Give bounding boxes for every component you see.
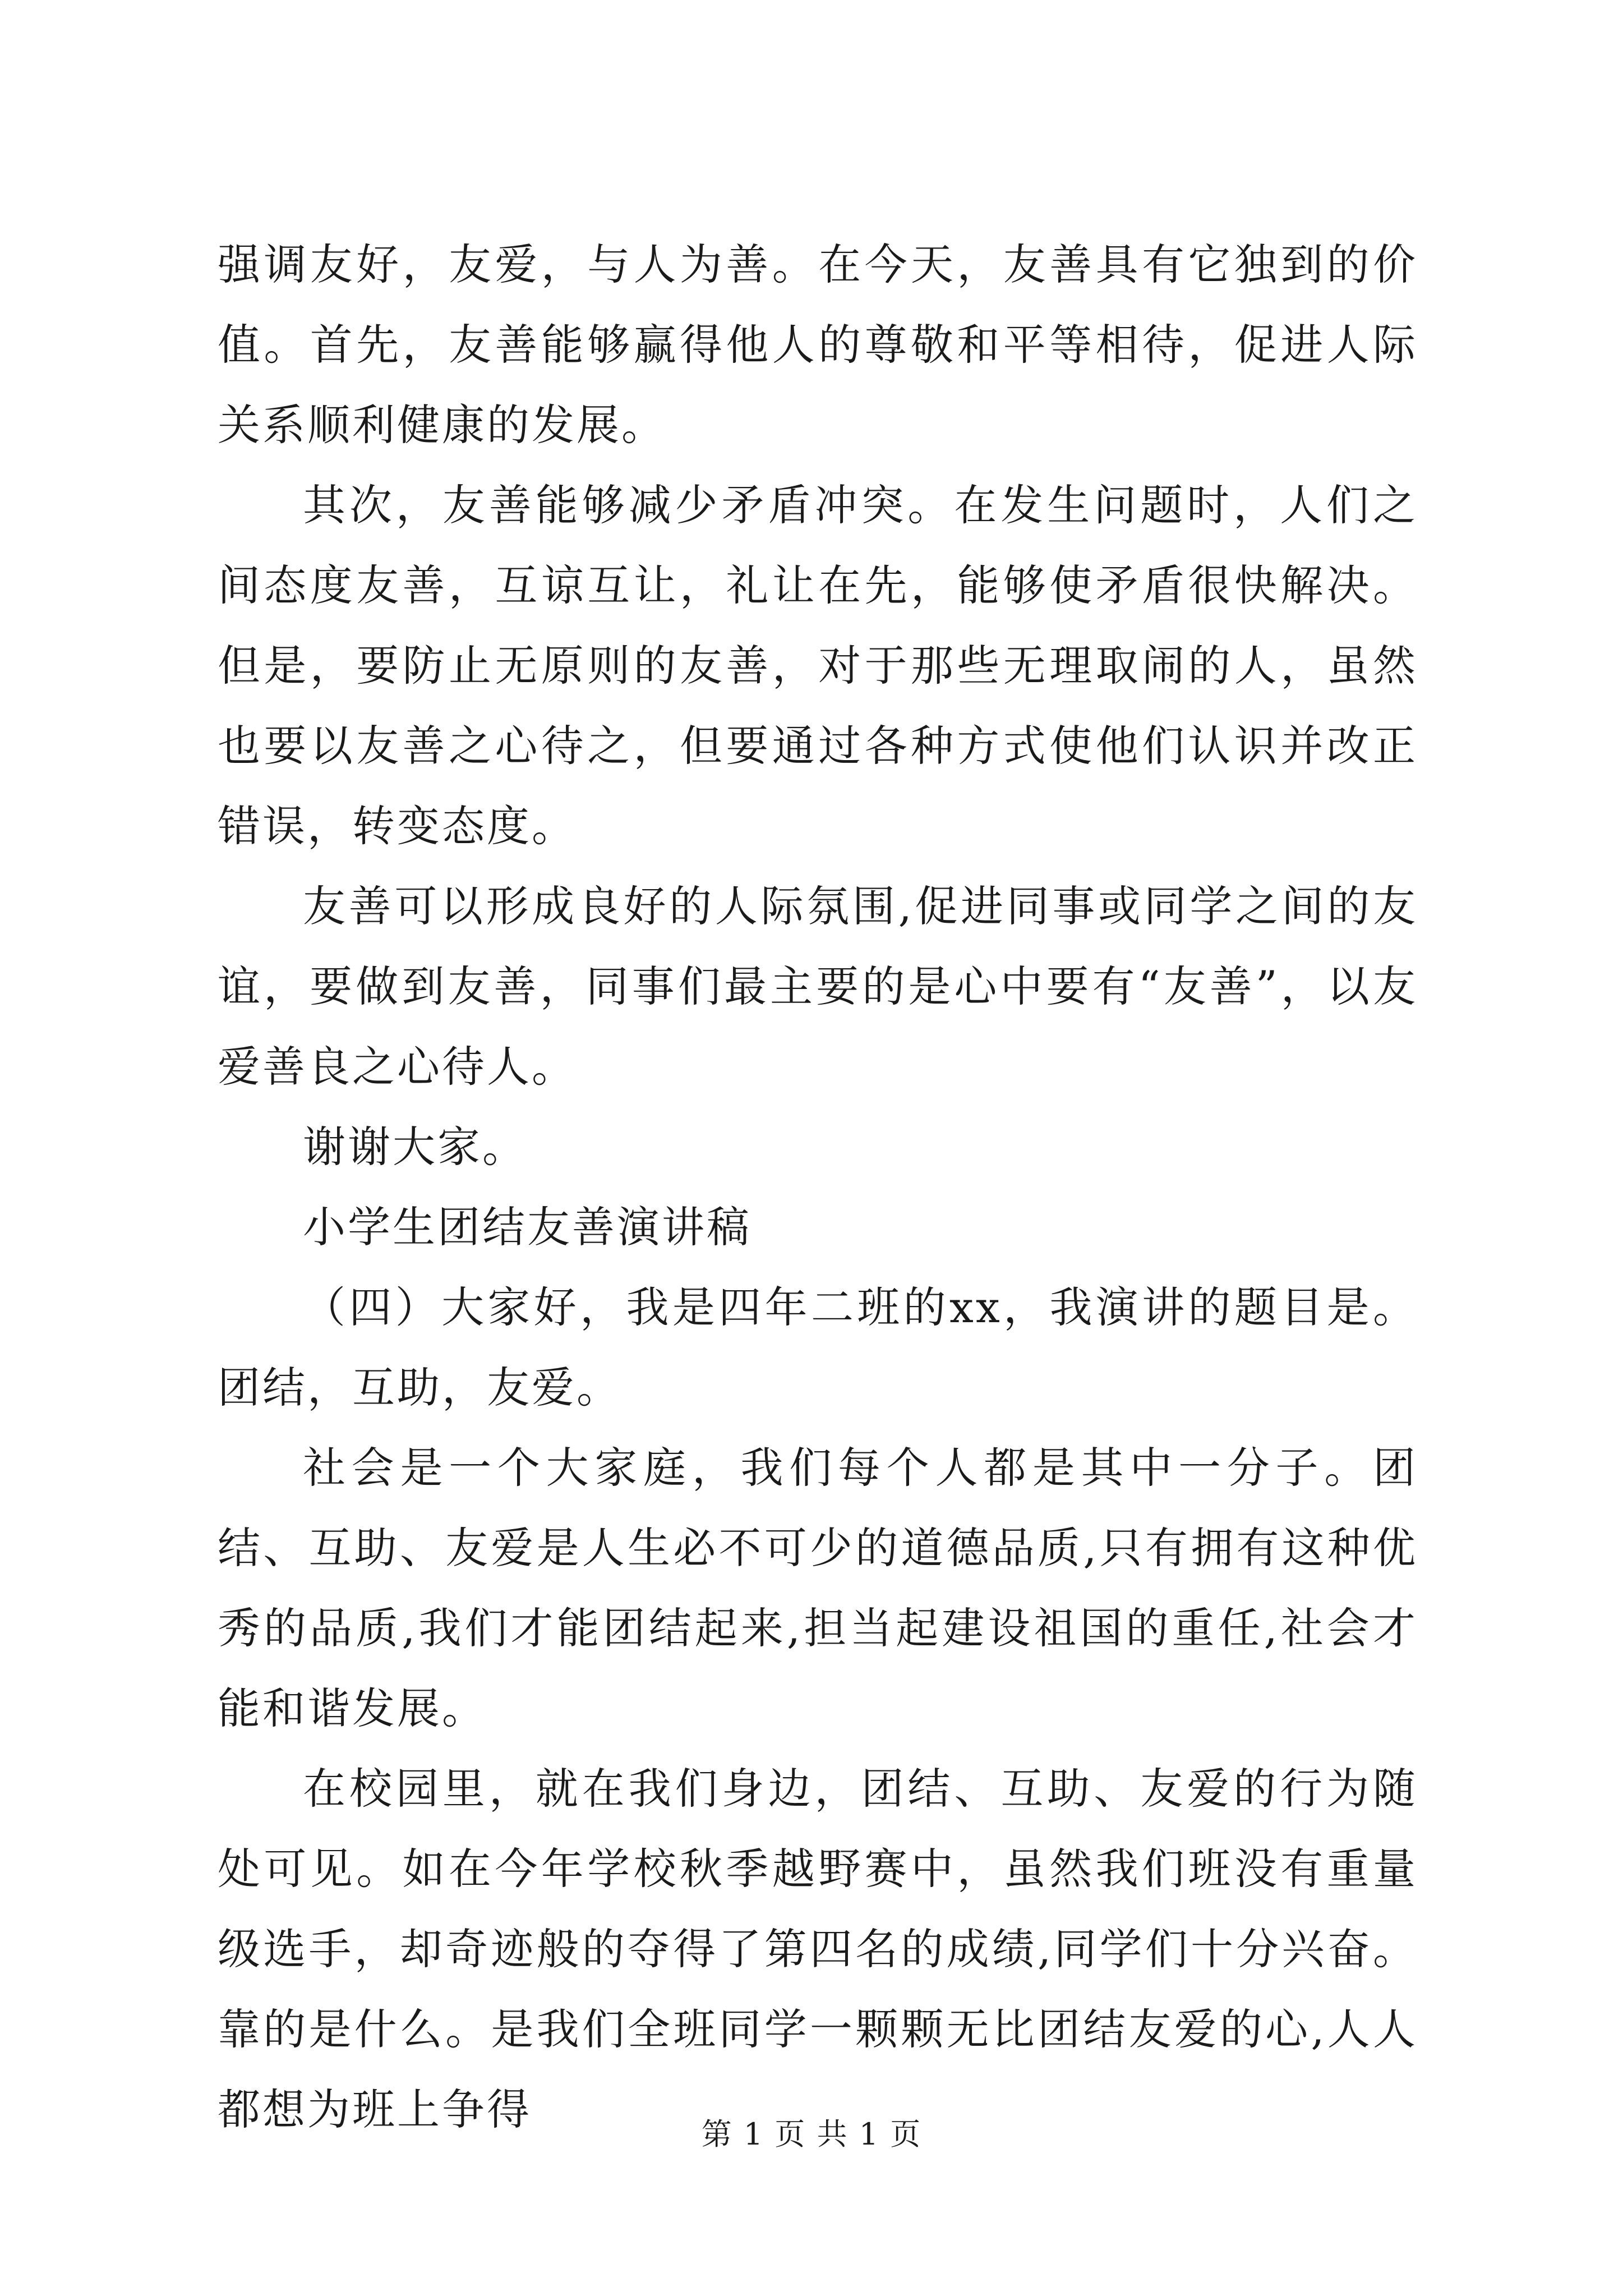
document-body <box>218 224 1418 2150</box>
paragraph: 其次，友善能够减少矛盾冲突。在发生问题时，人们之间态度友善，互谅互让，礼让在先，能够使矛盾很快解决。但是，要防止无原则的友善，对于那些无理取闹的人，虽然也要以友善之心待之，但要通过各种方式使他们认识并改正错误，转变态度。 <box>218 480 1418 851</box>
page-footer <box>0 2115 1623 2154</box>
paragraph: 友善可以形成良好的人际氛围,促进同事或同学之间的友谊，要做到友善，同事们最主要的是心中要有“友善”，以友爱善良之心待人。 <box>218 881 1418 1092</box>
paragraph: （四）大家好，我是四年二班的xx，我演讲的题目是。团结，互助，友爱。 <box>218 1282 1418 1412</box>
paragraph: 在校园里，就在我们身边，团结、互助、友爱的行为随处可见。如在今年学校秋季越野赛中，虽然我们班没有重量级选手，却奇迹般的夺得了第四名的成绩,同学们十分兴奋。靠的是什么。是我们全班同学一颗颗无比团结友爱的心,人人都想为班上争得 <box>218 1764 1418 2134</box>
paragraph: 谢谢大家。 <box>303 1122 527 1172</box>
page-number: 第 1 页 共 1 页 <box>701 2116 922 2152</box>
section-heading: 小学生团结友善演讲稿 <box>303 1202 751 1252</box>
paragraph: 强调友好，友爱，与人为善。在今天，友善具有它独到的价值。首先，友善能够赢得他人的尊敬和平等相待，促进人际关系顺利健康的发展。 <box>218 240 1418 450</box>
paragraph: 社会是一个大家庭，我们每个人都是其中一分子。团结、互助、友爱是人生必不可少的道德品质,只有拥有这种优秀的品质,我们才能团结起来,担当起建设祖国的重任,社会才能和谐发展。 <box>218 1443 1418 1733</box>
